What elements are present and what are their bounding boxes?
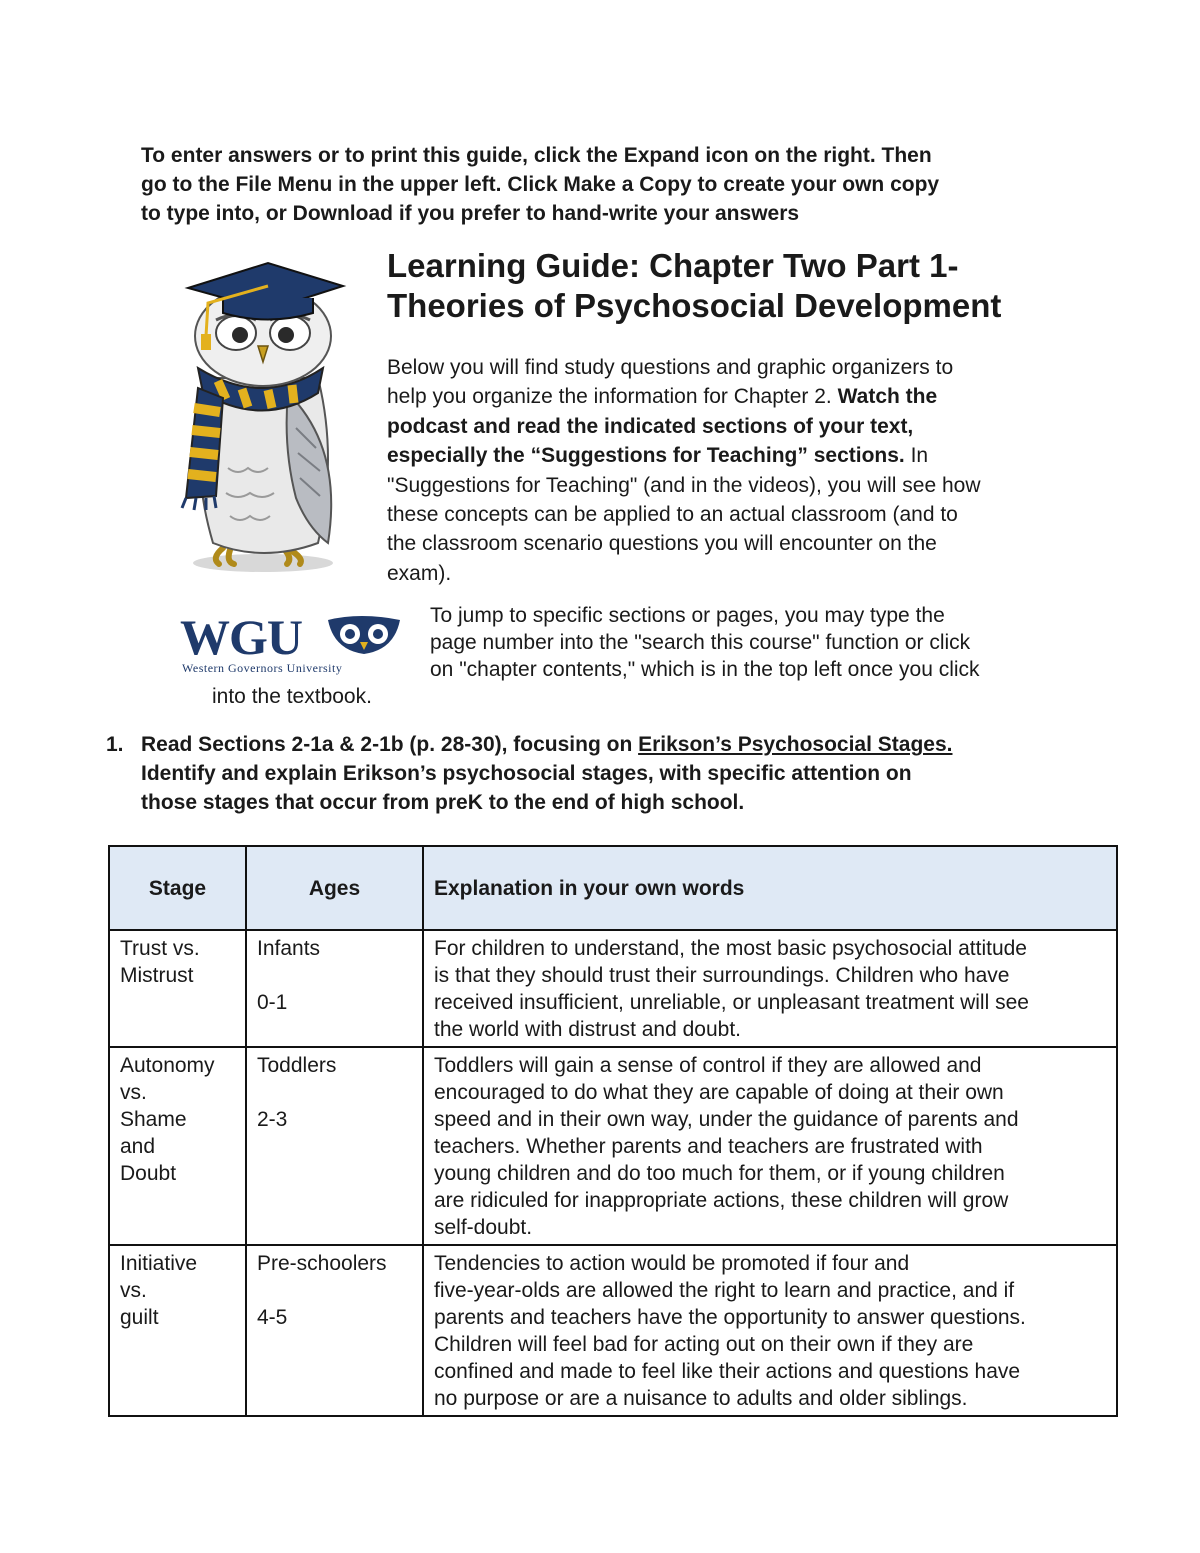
wgu-logo bbox=[180, 610, 402, 680]
instructions-line: to type into, or Download if you prefer to hand-write your answers bbox=[141, 202, 800, 225]
intro-paragraph bbox=[387, 353, 1077, 588]
age-group: Pre-schoolers bbox=[257, 1252, 387, 1275]
question-number: 1. bbox=[106, 733, 124, 756]
table-row bbox=[109, 930, 1117, 1047]
question-line: those stages that occur from preK to the end of high school. bbox=[141, 791, 745, 814]
stage-text: vs. bbox=[120, 1279, 147, 1302]
instructions-text bbox=[141, 141, 1081, 228]
table-header-row bbox=[109, 846, 1117, 930]
intro-line bbox=[387, 441, 1077, 470]
explanation-text: young children and do too much for them, or if young children bbox=[434, 1162, 1005, 1185]
stage-text: Initiative bbox=[120, 1252, 198, 1275]
explanation-text: received insufficient, unreliable, or unpleasant treatment will see bbox=[434, 991, 1029, 1014]
jump-instructions bbox=[430, 602, 1090, 683]
age-group: Infants bbox=[257, 937, 321, 960]
table-row bbox=[109, 1047, 1117, 1245]
explanation-text: self-doubt. bbox=[434, 1216, 533, 1239]
column-header-ages: Ages bbox=[246, 846, 423, 930]
stage-cell[interactable] bbox=[109, 1245, 246, 1416]
explanation-text: is that they should trust their surroundings. Children who have bbox=[434, 964, 1010, 987]
intro-bold-text: Watch the bbox=[837, 385, 938, 409]
ages-cell[interactable] bbox=[246, 1047, 423, 1245]
ages-cell[interactable] bbox=[246, 1245, 423, 1416]
explanation-text: five-year-olds are allowed the right to learn and practice, and if bbox=[434, 1279, 1015, 1302]
question-line: Identify and explain Erikson’s psychosocial stages, with specific attention on bbox=[141, 762, 912, 785]
explanation-text: teachers. Whether parents and teachers are frustrated with bbox=[434, 1135, 983, 1158]
stage-text: guilt bbox=[120, 1306, 159, 1329]
explanation-text: the world with distrust and doubt. bbox=[434, 1018, 742, 1041]
intro-text: In bbox=[904, 444, 929, 468]
table-row bbox=[109, 1245, 1117, 1416]
explanation-text: parents and teachers have the opportunity to answer questions. bbox=[434, 1306, 1026, 1329]
instructions-line: To enter answers or to print this guide, click the Expand icon on the right. Then bbox=[141, 144, 932, 167]
explanation-cell[interactable] bbox=[423, 1047, 1117, 1245]
page-title-line: Theories of Psychosocial Development bbox=[387, 287, 1002, 324]
jump-line-end: into the textbook. bbox=[212, 685, 372, 708]
intro-line bbox=[387, 382, 1077, 411]
erikson-stages-table bbox=[108, 845, 1118, 1417]
question-underlined-topic: Erikson’s Psychosocial Stages. bbox=[638, 733, 953, 756]
stage-text: and bbox=[120, 1135, 156, 1158]
intro-bold-text: especially the “Suggestions for Teaching” sections. bbox=[387, 444, 905, 468]
explanation-cell[interactable] bbox=[423, 1245, 1117, 1416]
explanation-text: Toddlers will gain a sense of control if they are allowed and bbox=[434, 1054, 982, 1077]
age-range: 0-1 bbox=[257, 991, 288, 1014]
intro-line: "Suggestions for Teaching" (and in the videos), you will see how bbox=[387, 473, 981, 497]
age-group: Toddlers bbox=[257, 1054, 337, 1077]
question-text: Read Sections 2-1a & 2-1b (p. 28-30), focusing on bbox=[141, 733, 639, 756]
instructions-line: go to the File Menu in the upper left. Click Make a Copy to create your own copy bbox=[141, 173, 940, 196]
intro-line: these concepts can be applied to an actual classroom (and to bbox=[387, 503, 958, 527]
age-range: 2-3 bbox=[257, 1108, 288, 1131]
intro-line: exam). bbox=[387, 561, 452, 585]
stage-text: Doubt bbox=[120, 1162, 177, 1185]
explanation-text: no purpose or are a nuisance to adults and older siblings. bbox=[434, 1387, 968, 1410]
column-header-stage: Stage bbox=[109, 846, 246, 930]
intro-line: the classroom scenario questions you will encounter on the bbox=[387, 532, 937, 556]
page-title bbox=[387, 246, 1107, 326]
explanation-text: speed and in their own way, under the guidance of parents and bbox=[434, 1108, 1019, 1131]
jump-line: page number into the "search this course" function or click bbox=[430, 631, 971, 654]
owl-mascot-icon bbox=[168, 258, 348, 576]
explanation-cell[interactable] bbox=[423, 930, 1117, 1047]
stage-text: Trust vs. bbox=[120, 937, 200, 960]
stage-text: Autonomy bbox=[120, 1054, 215, 1077]
jump-line: To jump to specific sections or pages, you may type the bbox=[430, 604, 945, 627]
explanation-text: For children to understand, the most basic psychosocial attitude bbox=[434, 937, 1027, 960]
intro-bold-text: podcast and read the indicated sections of your text, bbox=[387, 414, 914, 438]
wgu-wordmark: WGU bbox=[180, 610, 302, 665]
explanation-text: encouraged to do what they are capable of doing at their own bbox=[434, 1081, 1004, 1104]
explanation-text: are ridiculed for inappropriate actions, these children will grow bbox=[434, 1189, 1009, 1212]
column-header-explanation: Explanation in your own words bbox=[423, 846, 1117, 930]
stage-cell[interactable] bbox=[109, 930, 246, 1047]
ages-cell[interactable] bbox=[246, 930, 423, 1047]
stage-text: vs. bbox=[120, 1081, 147, 1104]
stage-text: Mistrust bbox=[120, 964, 194, 987]
wgu-owl-icon bbox=[328, 616, 400, 654]
question-line bbox=[141, 730, 952, 759]
jump-line: on "chapter contents," which is in the top left once you click bbox=[430, 658, 980, 681]
intro-line bbox=[387, 412, 1077, 441]
intro-line: Below you will find study questions and graphic organizers to bbox=[387, 356, 954, 379]
age-range: 4-5 bbox=[257, 1306, 288, 1329]
wgu-subtitle: Western Governors University bbox=[182, 661, 343, 675]
stage-cell[interactable] bbox=[109, 1047, 246, 1245]
intro-text: help you organize the information for Chapter 2. bbox=[387, 385, 838, 409]
explanation-text: Tendencies to action would be promoted if four and bbox=[434, 1252, 910, 1275]
stage-text: Shame bbox=[120, 1108, 187, 1131]
page-title-line: Learning Guide: Chapter Two Part 1- bbox=[387, 247, 959, 284]
explanation-text: Children will feel bad for acting out on their own if they are bbox=[434, 1333, 974, 1356]
explanation-text: confined and made to feel like their actions and questions have bbox=[434, 1360, 1021, 1383]
